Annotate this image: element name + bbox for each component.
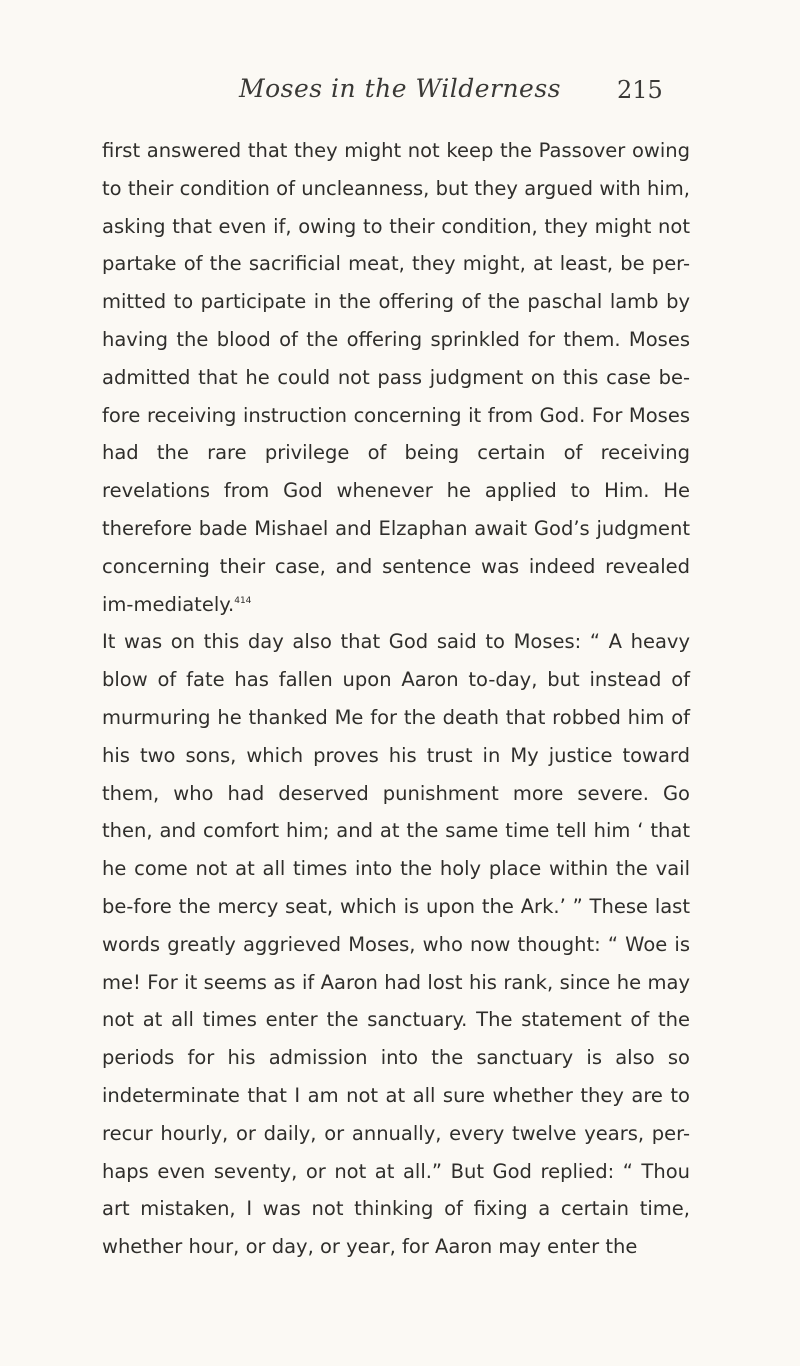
paragraph-1 <box>102 132 690 623</box>
running-head <box>0 74 800 114</box>
body-text <box>102 132 690 1266</box>
paragraph-2 <box>102 623 690 1266</box>
paragraph-2-text: It was on this day also that God said to Moses: “ A heavy blow of fate has fallen upon Aaron to-day, but instead of murmuring he thanked Me for the death that robbed him of his two sons, which proves his trust in My justice toward them, who had deserved punishment more severe. Go then, and comfort him; and at the same time tell him ‘ that he come not at all times into the holy place within the vail be-fore the mercy seat, which is upon the Ark.’ ” These last words greatly aggrieved Moses, who now thought: “ Woe is me! For it seems as if Aaron had lost his rank, since he may not at all times enter the sanctuary. The statement of the periods for his admission into the sanctuary is also so indeterminate that I am not at all sure whether they are to recur hourly, or daily, or annually, every twelve years, per-haps even seventy, or not at all.” But God replied: “ Thou art mistaken, I was not thinking of fixing a certain time, whether hour, or day, or year, for Aaron may enter the <box>102 630 690 1259</box>
footnote-marker: 414 <box>234 595 252 606</box>
running-title: Moses in the Wilderness <box>238 74 562 103</box>
page-number: 215 <box>617 76 663 104</box>
paragraph-1-text: first answered that they might not keep the Passover owing to their condition of uncleanness, but they argued with him, asking that even if, owing to their condition, they might not partake of the sacrificial meat, they might, at least, be per-mitted to participate in the offering of the paschal lamb by having the blood of the offering sprinkled for them. Moses admitted that he could not pass judgment on this case be-fore receiving instruction concerning it from God. For Moses had the rare privilege of being certain of receiving revelations from God whenever he applied to Him. He therefore bade Mishael and Elzaphan await God’s judgment concerning their case, and sentence was indeed revealed im-mediately. <box>102 139 690 616</box>
